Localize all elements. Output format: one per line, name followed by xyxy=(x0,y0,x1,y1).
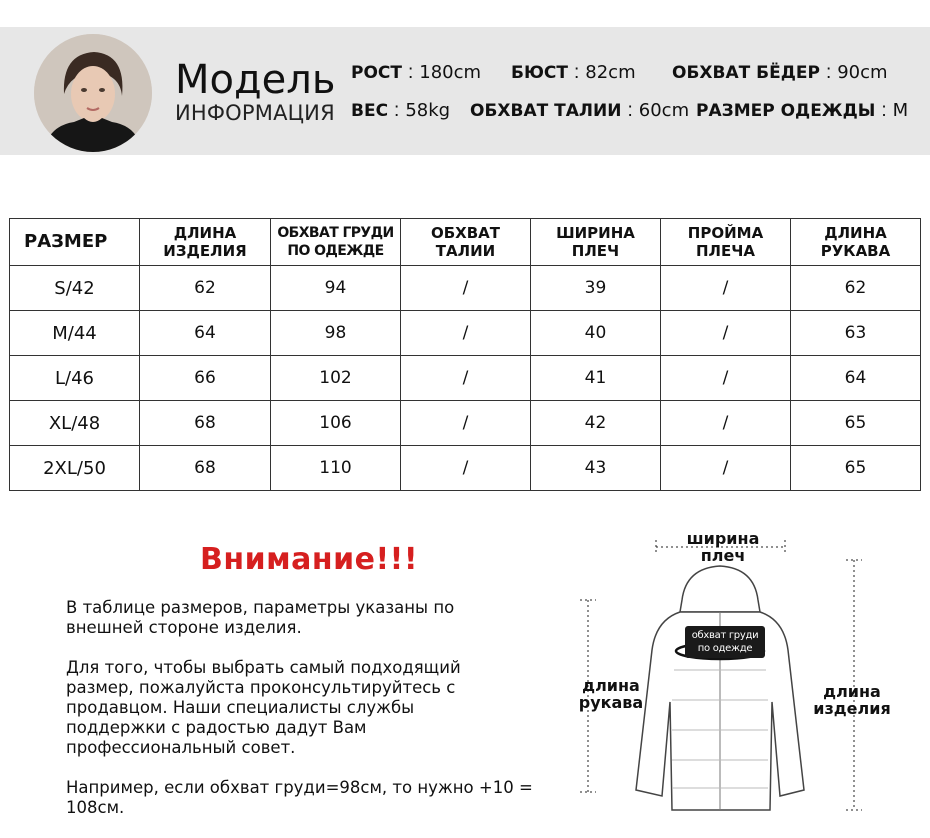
stat-value: 58kg xyxy=(405,100,451,121)
header-text: ОБХВАТ ГРУДИ xyxy=(277,225,394,241)
stat-separator: : xyxy=(394,100,400,121)
table-cell: 62 xyxy=(140,266,271,311)
table-cell: 39 xyxy=(531,266,661,311)
stat-bust xyxy=(511,62,636,84)
table-row xyxy=(10,356,921,401)
table-cell: 65 xyxy=(791,446,921,491)
label-text: ширина xyxy=(686,529,760,548)
notice-line: 108см. xyxy=(66,798,125,817)
stat-value: 90cm xyxy=(837,62,888,83)
table-cell: / xyxy=(661,446,791,491)
model-avatar xyxy=(34,34,152,152)
header-text: ПО ОДЕЖДЕ xyxy=(287,243,384,259)
table-cell: / xyxy=(401,401,531,446)
notice-line: продавцом. Наши специалисты службы xyxy=(66,698,415,717)
label-text: длина xyxy=(582,676,640,695)
notice-line: профессиональный совет. xyxy=(66,738,296,757)
stat-separator: : xyxy=(825,62,832,83)
table-row xyxy=(10,311,921,356)
size-chart-table xyxy=(9,218,921,491)
jacket-outline-icon xyxy=(636,566,804,810)
header-sleeve-length xyxy=(791,219,921,266)
table-cell: 63 xyxy=(791,311,921,356)
stat-value: 60cm xyxy=(638,100,690,121)
stat-weight xyxy=(351,100,450,122)
table-cell: / xyxy=(401,446,531,491)
header-text: ШИРИНА xyxy=(556,224,635,242)
header-text: РАЗМЕР xyxy=(24,231,108,252)
table-row xyxy=(10,446,921,491)
header-text: ТАЛИИ xyxy=(435,242,496,260)
table-cell: 68 xyxy=(140,401,271,446)
label-sleeve-length xyxy=(578,677,644,711)
label-text: длина xyxy=(823,682,881,701)
table-cell: / xyxy=(661,401,791,446)
header-waist xyxy=(401,219,531,266)
stat-height xyxy=(351,62,481,84)
stat-label: БЮСТ xyxy=(511,63,568,83)
label-garment-length xyxy=(812,683,892,717)
table-cell: / xyxy=(661,356,791,401)
label-text: рукава xyxy=(578,693,644,712)
table-cell: 110 xyxy=(271,446,401,491)
stat-value: M xyxy=(892,100,909,121)
stat-separator: : xyxy=(627,100,633,121)
header-text: ИЗДЕЛИЯ xyxy=(163,242,247,260)
model-portrait-icon xyxy=(34,34,152,152)
header-shoulder-width xyxy=(531,219,661,266)
stat-hips xyxy=(672,62,888,84)
header-length xyxy=(140,219,271,266)
table-cell: 41 xyxy=(531,356,661,401)
table-cell: 68 xyxy=(140,446,271,491)
table-cell: 65 xyxy=(791,401,921,446)
header-text: ОБХВАТ xyxy=(430,224,501,242)
header-text: ПЛЕЧА xyxy=(696,242,755,260)
notice-line: размер, пожалуйста проконсультируйтесь с xyxy=(66,678,456,697)
stat-value: 82cm xyxy=(585,62,636,83)
table-cell: / xyxy=(661,311,791,356)
attention-heading: Внимание!!! xyxy=(200,542,419,577)
stat-separator: : xyxy=(881,100,887,121)
notice-line: внешней стороне изделия. xyxy=(66,618,302,637)
notice-line: поддержки с радостью дадут Вам xyxy=(66,718,367,737)
table-cell: 106 xyxy=(271,401,401,446)
table-cell: 62 xyxy=(791,266,921,311)
table-cell: M/44 xyxy=(10,311,140,356)
table-cell: 40 xyxy=(531,311,661,356)
label-chest xyxy=(685,626,765,658)
stat-separator: : xyxy=(574,62,580,83)
notice-line: В таблице размеров, параметры указаны по xyxy=(66,598,455,617)
table-cell: S/42 xyxy=(10,266,140,311)
notice-paragraph-2 xyxy=(66,658,566,758)
table-cell: 64 xyxy=(791,356,921,401)
table-header-row xyxy=(10,219,921,266)
table-row xyxy=(10,266,921,311)
header-chest xyxy=(271,219,401,266)
table-row xyxy=(10,401,921,446)
stat-value: 180cm xyxy=(419,62,482,83)
header-text: ПРОЙМА xyxy=(687,224,764,242)
stat-label: ОБХВАТ ТАЛИИ xyxy=(470,101,622,121)
header-text: РУКАВА xyxy=(820,242,891,260)
table-cell: 2XL/50 xyxy=(10,446,140,491)
header-size xyxy=(10,219,140,266)
stat-label: ОБХВАТ БЁДЕР xyxy=(672,63,820,83)
notice-paragraph-1 xyxy=(66,598,566,638)
table-cell: / xyxy=(401,356,531,401)
label-text: изделия xyxy=(813,699,891,718)
table-cell: 98 xyxy=(271,311,401,356)
header-armhole xyxy=(661,219,791,266)
table-cell: / xyxy=(401,311,531,356)
notice-line: Например, если обхват груди=98см, то нужно +10 = xyxy=(66,778,533,797)
model-info-banner xyxy=(0,27,930,155)
header-text: ДЛИНА xyxy=(173,224,237,242)
notice-paragraph-3 xyxy=(66,778,566,818)
stat-label: ВЕС xyxy=(351,101,389,121)
stat-label: РАЗМЕР ОДЕЖДЫ xyxy=(696,101,876,121)
table-cell: / xyxy=(401,266,531,311)
table-cell: / xyxy=(661,266,791,311)
notice-line: Для того, чтобы выбрать самый подходящий xyxy=(66,658,461,677)
label-text: плеч xyxy=(700,546,746,565)
table-cell: 64 xyxy=(140,311,271,356)
stat-label: РОСТ xyxy=(351,63,402,83)
label-text: по одежде xyxy=(697,643,753,654)
stat-clothing-size xyxy=(696,100,908,122)
table-cell: L/46 xyxy=(10,356,140,401)
table-cell: 43 xyxy=(531,446,661,491)
stat-waist xyxy=(470,100,689,122)
table-cell: 66 xyxy=(140,356,271,401)
label-text: обхват груди xyxy=(691,630,759,641)
label-shoulder-width xyxy=(683,530,763,564)
table-cell: 102 xyxy=(271,356,401,401)
table-cell: 94 xyxy=(271,266,401,311)
stat-separator: : xyxy=(407,62,414,83)
header-text: ДЛИНА xyxy=(824,224,887,242)
header-text: ПЛЕЧ xyxy=(571,242,620,260)
table-cell: 42 xyxy=(531,401,661,446)
model-subtitle: ИНФОРМАЦИЯ xyxy=(175,101,335,125)
table-cell: XL/48 xyxy=(10,401,140,446)
model-title: Модель xyxy=(175,57,336,103)
